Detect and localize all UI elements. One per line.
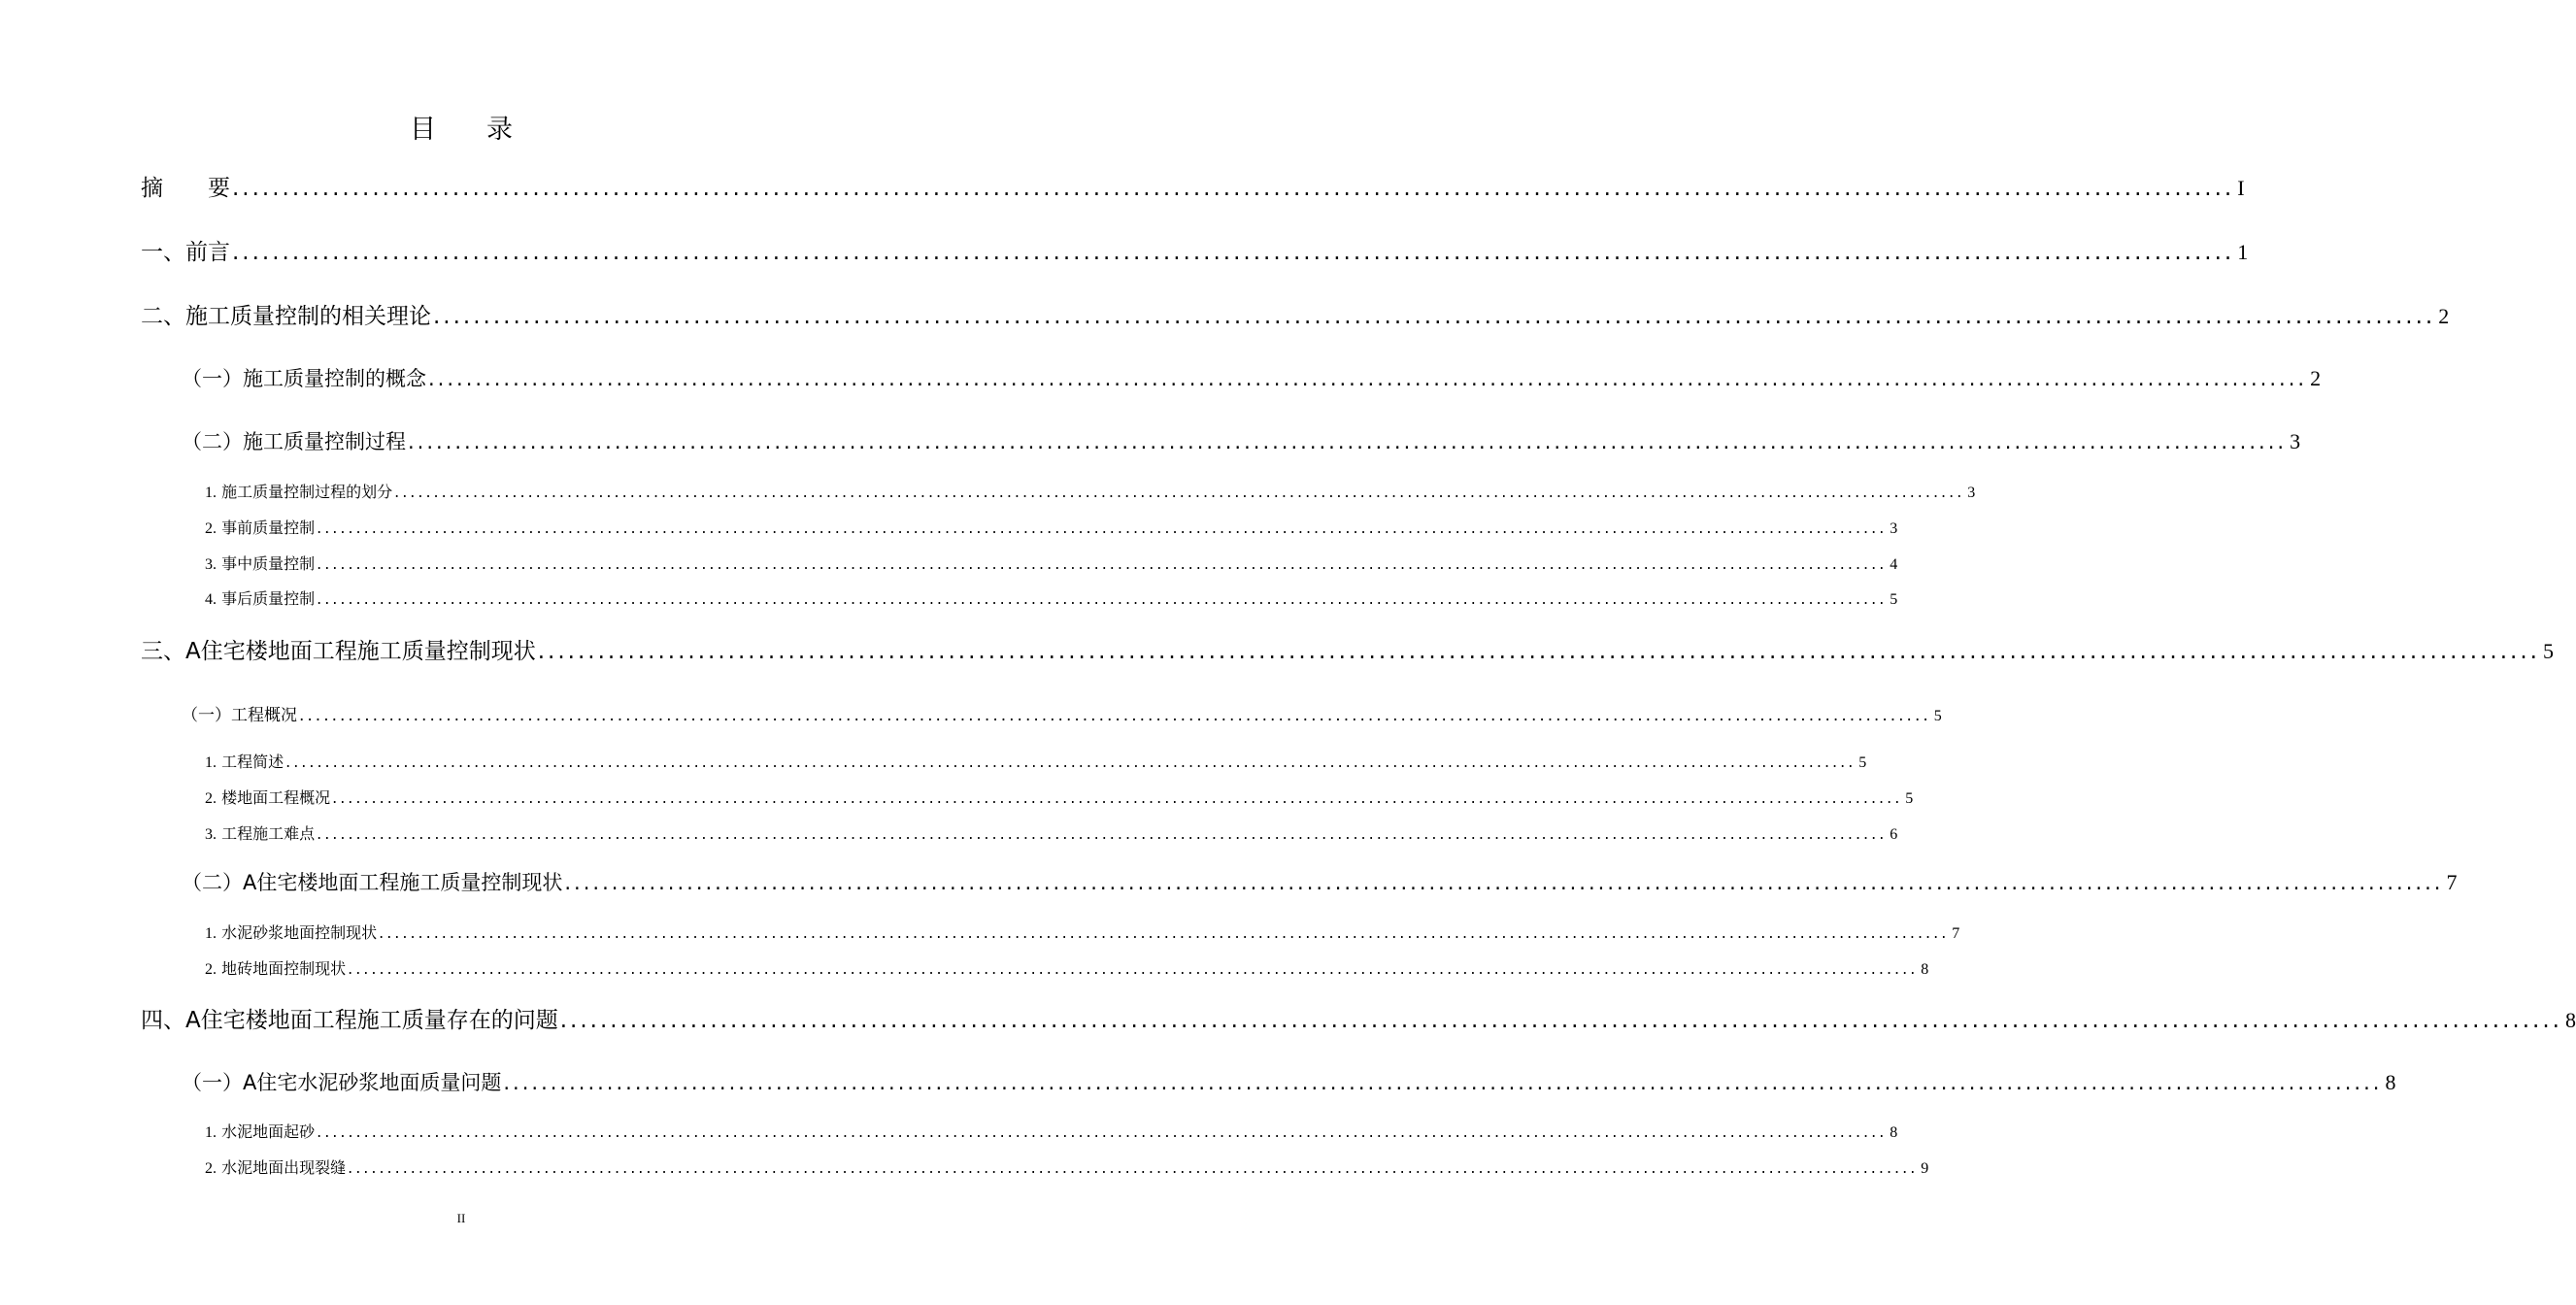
toc-entry-text: 楼地面工程概况 — [221, 788, 331, 807]
toc-entry-label: 四、A住宅楼地面工程施工质量存在的问题 — [141, 1008, 558, 1033]
toc-entry-label: 一、前言 — [141, 240, 230, 265]
dot-leader: ........................................................................................................................................................................................................ — [379, 923, 1950, 942]
toc-entry-page: 5 — [1933, 708, 1942, 724]
toc-entry-label: （二）施工质量控制过程 — [182, 430, 406, 453]
toc-entry-page: 3 — [1890, 520, 1898, 537]
toc-entry-page: 8 — [2385, 1070, 2396, 1094]
toc-entry-page: 9 — [1921, 1160, 1929, 1177]
toc-entry-number: 4. — [205, 591, 217, 608]
toc-entry-label: （二）A住宅楼地面工程施工质量控制现状 — [182, 871, 563, 894]
toc-entry-text: 事后质量控制 — [221, 589, 316, 608]
toc-entry-page: 7 — [2446, 870, 2458, 894]
toc-entry-page: 2 — [2310, 366, 2322, 390]
toc-entry-page: 5 — [1858, 754, 1867, 771]
page-footer-number: II — [456, 1211, 466, 1225]
toc-entry-label: 二、施工质量控制的相关理论 — [141, 304, 431, 329]
toc-entry-label: 三、A住宅楼地面工程施工质量控制现状 — [141, 639, 536, 664]
toc-entry-page: I — [2237, 176, 2245, 200]
toc-entry-number: 2. — [205, 520, 217, 537]
toc-entry-number: 1. — [205, 925, 217, 942]
toc-entry-text: 水泥砂浆地面控制现状 — [221, 923, 378, 942]
toc-entry-text: 事中质量控制 — [221, 554, 316, 573]
dot-leader: ........................................................................................................................................................................................................ — [332, 788, 1903, 807]
toc-entry-label: （一）施工质量控制的概念 — [182, 367, 426, 390]
toc-entry-section-3-2[interactable] — [0, 867, 2458, 896]
toc-entry-number: 1. — [205, 1124, 217, 1141]
toc-entry-label: （一）工程概况 — [182, 706, 297, 725]
dot-leader: ........................................................................................................................................................................................................ — [317, 589, 1888, 608]
toc-entry-page: 8 — [2564, 1008, 2576, 1032]
toc-entry-number: 2. — [205, 961, 217, 978]
toc-entry-chapter-2[interactable] — [0, 298, 2450, 330]
dot-leader: ........................................................................................................................................................................................................ — [408, 430, 2288, 453]
dot-leader: ........................................................................................................................................................................................................ — [394, 483, 1965, 501]
toc-entry-number: 2. — [205, 790, 217, 807]
toc-entry-page: 7 — [1952, 925, 1960, 942]
dot-leader: ........................................................................................................................................................................................................ — [564, 871, 2444, 894]
toc-entry-page: 8 — [1921, 961, 1929, 978]
toc-entry-text: 工程简述 — [221, 753, 284, 771]
toc-entry-label — [205, 821, 315, 844]
toc-entry-page: 6 — [1890, 826, 1898, 843]
toc-entry-label — [205, 1155, 346, 1178]
toc-entry-label — [205, 956, 346, 979]
toc-entry-label — [205, 786, 330, 808]
toc-entry-item-4-1-1[interactable] — [0, 1120, 1898, 1142]
toc-entry-item-4-1-2[interactable] — [0, 1155, 1929, 1178]
toc-entry-text: 事前质量控制 — [221, 519, 316, 537]
toc-entry-number: 1. — [205, 754, 217, 771]
dot-leader: ........................................................................................................................................................................................................ — [232, 176, 2235, 201]
toc-entry-item-2-2-4[interactable] — [0, 586, 1898, 609]
toc-entry-item-2-2-2[interactable] — [0, 516, 1898, 538]
toc-entry-section-4-1[interactable] — [0, 1067, 2396, 1096]
dot-leader: ........................................................................................................................................................................................................ — [317, 1122, 1888, 1141]
dot-leader: ........................................................................................................................................................................................................ — [537, 639, 2540, 664]
toc-entry-label — [205, 480, 392, 502]
toc-entry-text: 水泥地面起砂 — [221, 1122, 316, 1141]
dot-leader: ........................................................................................................................................................................................................ — [348, 959, 1919, 978]
toc-entry-label — [205, 1120, 315, 1142]
toc-entry-text: 水泥地面出现裂缝 — [221, 1158, 347, 1177]
toc-entry-item-3-2-1[interactable] — [0, 920, 1960, 943]
toc-entry-chapter-4[interactable] — [0, 1002, 2576, 1034]
toc-entry-number: 2. — [205, 1160, 217, 1177]
toc-entry-label — [205, 586, 315, 609]
toc-entry-section-3-1[interactable] — [0, 701, 1942, 725]
toc-entry-page: 2 — [2438, 304, 2450, 328]
toc-entry-number: 3. — [205, 826, 217, 843]
toc-entry-number: 3. — [205, 556, 217, 573]
toc-entry-label — [205, 920, 377, 943]
toc-entry-label — [205, 516, 315, 538]
toc-entry-page: 8 — [1890, 1124, 1898, 1141]
toc-entry-label: 摘 要 — [141, 176, 230, 201]
toc-entry-page: 5 — [1905, 790, 1914, 807]
toc-entry-item-3-1-3[interactable] — [0, 821, 1898, 844]
toc-entry-page: 4 — [1890, 556, 1898, 573]
toc-entry-label — [205, 552, 315, 574]
dot-leader: ........................................................................................................................................................................................................ — [559, 1008, 2562, 1033]
toc-entry-text: 工程施工难点 — [221, 824, 316, 843]
dot-leader: ........................................................................................................................................................................................................ — [428, 367, 2308, 390]
toc-entry-page: 3 — [1967, 485, 1976, 501]
toc-entry-chapter-3[interactable] — [0, 633, 2554, 665]
dot-leader: ........................................................................................................................................................................................................ — [348, 1158, 1919, 1177]
toc-entry-page: 5 — [2542, 639, 2554, 663]
toc-entry-label: （一）A住宅水泥砂浆地面质量问题 — [182, 1071, 502, 1094]
toc-entry-item-3-1-1[interactable] — [0, 750, 1867, 772]
dot-leader: ........................................................................................................................................................................................................ — [317, 824, 1888, 843]
toc-entry-section-2-2[interactable] — [0, 426, 2301, 455]
toc-title: 目录 — [410, 115, 563, 145]
toc-entry-text: 地砖地面控制现状 — [221, 959, 347, 978]
toc-entry-item-2-2-1[interactable] — [0, 480, 1976, 502]
toc-entry-section-2-1[interactable] — [0, 363, 2322, 392]
toc-entry-page: 1 — [2237, 240, 2249, 264]
toc-entry-page: 5 — [1890, 591, 1898, 608]
dot-leader: ........................................................................................................................................................................................................ — [433, 304, 2436, 329]
toc-entry-item-2-2-3[interactable] — [0, 552, 1898, 574]
toc-entry-preface[interactable] — [0, 234, 2249, 266]
toc-entry-page: 3 — [2290, 429, 2301, 453]
toc-entry-number: 1. — [205, 485, 217, 501]
toc-entry-label — [205, 750, 284, 772]
toc-entry-item-3-1-2[interactable] — [0, 786, 1914, 808]
dot-leader: ........................................................................................................................................................................................................ — [285, 753, 1857, 771]
dot-leader: ........................................................................................................................................................................................................ — [503, 1071, 2383, 1094]
toc-entry-item-3-2-2[interactable] — [0, 956, 1929, 979]
toc-entry-abstract[interactable] — [0, 170, 2245, 202]
dot-leader: ........................................................................................................................................................................................................ — [299, 706, 1931, 725]
dot-leader: ........................................................................................................................................................................................................ — [232, 240, 2235, 265]
dot-leader: ........................................................................................................................................................................................................ — [317, 519, 1888, 537]
dot-leader: ........................................................................................................................................................................................................ — [317, 554, 1888, 573]
toc-entry-text: 施工质量控制过程的划分 — [221, 483, 393, 501]
